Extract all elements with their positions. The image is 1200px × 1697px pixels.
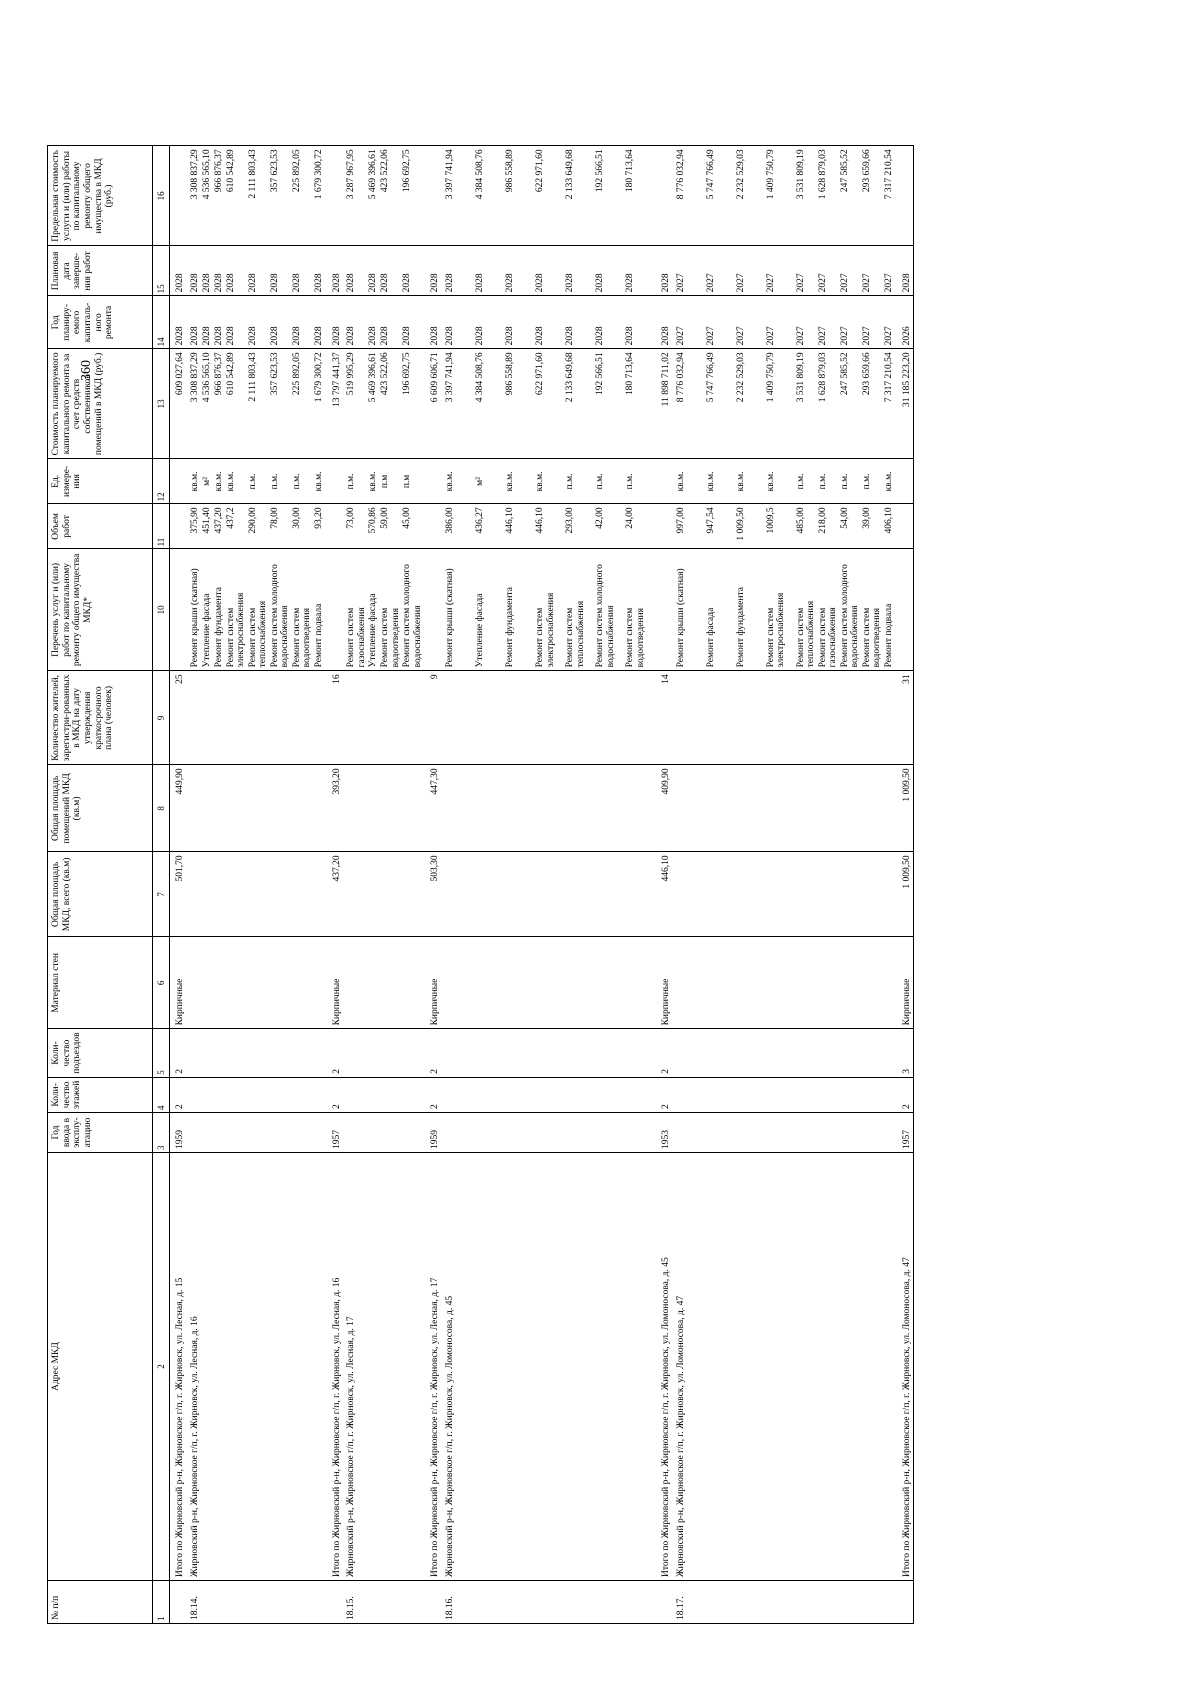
column-number: 1 [153,1581,170,1624]
work-name: Ремонт систем газоснабжения [817,607,839,668]
header-cell: Стоимость планируемого капитального ремонта за счет средств собственников помещений в МКД (руб.) [48,349,153,459]
row-number [327,1581,344,1624]
address-cell: Жирновский р-н, Жирновское г/п, г. Жирновск, ул. Ломоносова, д. 47 [673,1153,897,1581]
work-volume: 997,00 947,54 1 009,50 1009,5 485,00 218,00 54,00 39,00 406,10 [673,504,897,549]
planned-cost: 11 898 711,02 [656,349,673,459]
plan-year: 2028 [327,296,344,349]
unit: кв.м. м² кв.м. кв.м. п.м. п.м. п.м. кв.м. [187,459,327,504]
table-row-group [673,146,897,1624]
work-name: Ремонт фундамента [735,587,746,668]
work-name: Ремонт крыши (скатная) [444,568,455,668]
limit-cost: 8 776 032,94 5 747 766,49 2 232 529,03 1 409 750,79 3 531 809,19 1 628 879,03 247 585,52 293 659,66 7 317 210,54 [673,146,897,246]
end-year: 2028 [897,246,914,296]
column-number-row [153,146,170,1624]
work-volume: 386,00 436,27 446,10 446,10 293,00 42,00 24,00 [442,504,656,549]
column-number: 4 [153,1077,170,1112]
header-cell: Ед. измере-ния [48,459,153,504]
year-built: 1953 [656,1113,673,1153]
plan-year: 2028 2028 2028 2028 2028 2028 2028 [442,296,656,349]
column-number: 11 [153,504,170,549]
work-name: Ремонт систем электроснабжения [225,592,247,668]
limit-cost: 3 308 837,29 4 536 565,10 966 876,37 610 542,89 2 111 803,43 357 623,53 225 892,05 1 679 300,72 [187,146,327,246]
work-name: Ремонт систем газоснабжения [346,607,367,668]
plan-year: 2026 [897,296,914,349]
address-cell: Итого по Жирновский р-н, Жирновское г/п, г. Жирновск, ул. Ломоносова, д. 45 [656,1153,673,1581]
row-number [170,1581,187,1624]
end-year: 2028 2028 2028 2028 [343,246,425,296]
end-year: 2028 [170,246,187,296]
residents-count: 31 [897,671,914,765]
work-name: Ремонт фундамента [504,587,515,668]
work-name: Ремонт систем водоотведения [624,607,646,668]
year-built: 1959 [425,1113,442,1153]
end-year: 2027 2027 2027 2027 2027 2027 2027 2027 2027 [673,246,897,296]
work-name: Ремонт крыши (скатная) [675,568,686,668]
residents-count: 16 [327,671,344,765]
row-number: 18.15. [343,1581,425,1624]
column-number: 2 [153,1153,170,1581]
column-number: 15 [153,246,170,296]
header-cell: Количество жителей, зарегистри-рованных в МКД на дату утверждения краткосрочного плана (человек) [48,671,153,765]
column-number: 6 [153,937,170,1029]
column-number: 7 [153,852,170,937]
floors-count: 2 [425,1077,442,1112]
row-number: 18.17. [673,1581,897,1624]
premises-area: 449,90 [170,765,187,852]
year-built: 1959 [170,1113,187,1153]
work-name: Утепление фасада [201,593,212,668]
floors-count: 2 [897,1077,914,1112]
limit-cost: 3 397 741,94 4 384 508,76 986 558,89 622 971,60 2 133 649,68 192 566,51 180 713,64 [442,146,656,246]
unit: кв.м. м² кв.м. кв.м. п.м. п.м. п.м. [442,459,656,504]
work-name: Ремонт систем водоотведения [380,607,401,668]
end-year: 2028 [425,246,442,296]
end-year: 2028 2028 2028 2028 2028 2028 2028 2028 [187,246,327,296]
wall-material: Кирпичные [897,937,914,1029]
limit-cost [170,146,187,246]
column-number: 16 [153,146,170,246]
header-cell: Год планиру-емого капиталь-ного ремонта [48,296,153,349]
work-name: Ремонт систем электроснабжения [765,592,787,668]
table-row-total [425,146,442,1624]
total-area: 501,70 [170,852,187,937]
table-row-group [442,146,656,1624]
header-cell: Перечень услуг и (или) работ по капитальному ремонту общего имущества МКД* [48,549,153,671]
wall-material: Кирпичные [327,937,344,1029]
work-volume: 73,00 570,86 59,00 45,00 [343,504,425,549]
address-cell: Итого по Жирновский р-н, Жирновское г/п, г. Жирновск, ул. Лесная, д. 15 [170,1153,187,1581]
work-name: Ремонт крыши (скатная) [189,568,200,668]
planned-cost: 3 397 741,94 4 384 508,76 986 558,89 622 971,60 2 133 649,68 192 566,51 180 713,64 [442,349,656,459]
header-cell: Общая площадь МКД, всего (кв.м) [48,852,153,937]
work-name: Утепление фасада [474,593,485,668]
planned-cost: 13 797 441,37 [327,349,344,459]
work-name: Ремонт систем теплоснабжения [247,600,269,668]
works-list [170,549,187,671]
column-number: 10 [153,549,170,671]
work-name: Ремонт систем холодного водоснабжения [269,564,291,668]
work-name: Ремонт подвала [313,603,324,668]
planned-cost: 6 609 606,71 [425,349,442,459]
entrances-count: 2 [327,1029,344,1077]
row-number: 18.14. [187,1581,327,1624]
table-row-group [343,146,425,1624]
works-list [343,549,425,671]
work-name: Ремонт систем холодного водоснабжения [839,564,861,668]
work-name: Ремонт систем теплоснабжения [795,600,817,668]
floors-count: 2 [327,1077,344,1112]
repair-plan-table [47,145,914,1624]
residents-count: 14 [656,671,673,765]
wall-material: Кирпичные [656,937,673,1029]
column-number: 3 [153,1113,170,1153]
work-name: Ремонт подвала [883,603,894,668]
wall-material: Кирпичные [170,937,187,1029]
column-number: 14 [153,296,170,349]
work-name: Ремонт фундамента [213,587,224,668]
unit: кв.м. кв.м. кв.м. кв.м. п.м. п.м. п.м. п.м. кв.м. [673,459,897,504]
plan-year: 2028 [170,296,187,349]
header-cell: Коли-чество подъездов [48,1029,153,1077]
table-row-total [327,146,344,1624]
work-name: Ремонт систем электроснабжения [534,592,556,668]
total-area: 437,20 [327,852,344,937]
column-number: 9 [153,671,170,765]
header-cell: Общая площадь помещений МКД (кв.м) [48,765,153,852]
premises-area: 393,20 [327,765,344,852]
works-list [673,549,897,671]
works-list [187,549,327,671]
work-volume: 375,90 451,40 437,20 437,2 290,00 78,00 30,00 93,20 [187,504,327,549]
unit [170,459,187,504]
header-cell: Объем работ [48,504,153,549]
address-cell: Жирновский р-н, Жирновское г/п, г. Жирновск, ул. Ломоносова, д. 45 [442,1153,656,1581]
plan-year: 2027 2027 2027 2027 2027 2027 2027 2027 2027 [673,296,897,349]
wall-material: Кирпичные [425,937,442,1029]
work-name: Ремонт систем теплоснабжения [564,600,586,668]
premises-area: 1 009,50 [897,765,914,852]
table-row-total [897,146,914,1624]
header-row [48,146,153,1624]
table-row-total [656,146,673,1624]
column-number: 12 [153,459,170,504]
entrances-count: 2 [425,1029,442,1077]
residents-count: 25 [170,671,187,765]
total-area: 503,30 [425,852,442,937]
address-cell: Жирновский р-н, Жирновское г/п, г. Жирновск, ул. Лесная, д. 17 [343,1153,425,1581]
residents-count: 9 [425,671,442,765]
plan-year: 2028 [656,296,673,349]
floors-count: 2 [656,1077,673,1112]
row-number [656,1581,673,1624]
planned-cost: 3 308 837,29 4 536 565,10 966 876,37 610 542,89 2 111 803,43 357 623,53 225 892,05 1 679 300,72 [187,349,327,459]
unit: п.м. кв.м. п.м п.м [343,459,425,504]
column-number: 13 [153,349,170,459]
end-year: 2028 [656,246,673,296]
plan-year: 2028 [425,296,442,349]
table-row-group [187,146,327,1624]
address-cell: Итого по Жирновский р-н, Жирновское г/п, г. Жирновск, ул. Лесная, д. 17 [425,1153,442,1581]
plan-year: 2028 2028 2028 2028 [343,296,425,349]
column-number: 5 [153,1029,170,1077]
work-name: Ремонт систем холодного водоснабжения [402,564,423,668]
address-cell: Итого по Жирновский р-н, Жирновское г/п, г. Жирновск, ул. Ломоносова, д. 47 [897,1153,914,1581]
row-number [425,1581,442,1624]
floors-count: 2 [170,1077,187,1112]
total-area: 1 009,50 [897,852,914,937]
table-row-total [170,146,187,1624]
page-number: 360 [79,360,94,381]
address-cell: Итого по Жирновский р-н, Жирновское г/п, г. Жирновск, ул. Лесная, д. 16 [327,1153,344,1581]
premises-area: 409,90 [656,765,673,852]
header-cell: Предельная стоимость услуги и (или) работы по капитальному ремонту общего имущества в МКД (руб.) [48,146,153,246]
entrances-count: 3 [897,1029,914,1077]
column-number: 8 [153,765,170,852]
address-cell: Жирновский р-н, Жирновское г/п, г. Жирновск, ул. Лесная, д. 16 [187,1153,327,1581]
plan-year: 2028 2028 2028 2028 2028 2028 2028 2028 [187,296,327,349]
planned-cost: 31 185 223,20 [897,349,914,459]
row-number: 18.16. [442,1581,656,1624]
total-area: 446,10 [656,852,673,937]
header-cell: Год ввода в эксплу-атацию [48,1113,153,1153]
entrances-count: 2 [656,1029,673,1077]
entrances-count: 2 [170,1029,187,1077]
work-name: Утепление фасада [368,593,379,668]
planned-cost: 519 995,29 5 469 396,61 423 522,06 196 692,75 [343,349,425,459]
year-built: 1957 [897,1113,914,1153]
header-cell: Адрес МКД [48,1153,153,1581]
header-cell: Материал стен [48,937,153,1029]
work-volume [170,504,187,549]
year-built: 1957 [327,1113,344,1153]
header-cell: Коли-чество этажей [48,1077,153,1112]
works-list [442,549,656,671]
premises-area: 447,30 [425,765,442,852]
work-name: Ремонт фасада [705,607,716,668]
planned-cost: 609 027,64 [170,349,187,459]
work-name: Ремонт систем холодного водоснабжения [594,564,616,668]
row-number [897,1581,914,1624]
work-name: Ремонт систем водоотведения [861,607,883,668]
end-year: 2028 [327,246,344,296]
work-name: Ремонт систем водоотведения [291,607,313,668]
planned-cost: 8 776 032,94 5 747 766,49 2 232 529,03 1 409 750,79 3 531 809,19 1 628 879,03 247 585,52 293 659,66 7 317 210,54 [673,349,897,459]
header-cell: № п/п [48,1581,153,1624]
end-year: 2028 2028 2028 2028 2028 2028 2028 [442,246,656,296]
header-cell: Плановая дата заверше-ния работ [48,246,153,296]
limit-cost: 3 287 967,95 5 469 396,61 423 522,06 196 692,75 [343,146,425,246]
